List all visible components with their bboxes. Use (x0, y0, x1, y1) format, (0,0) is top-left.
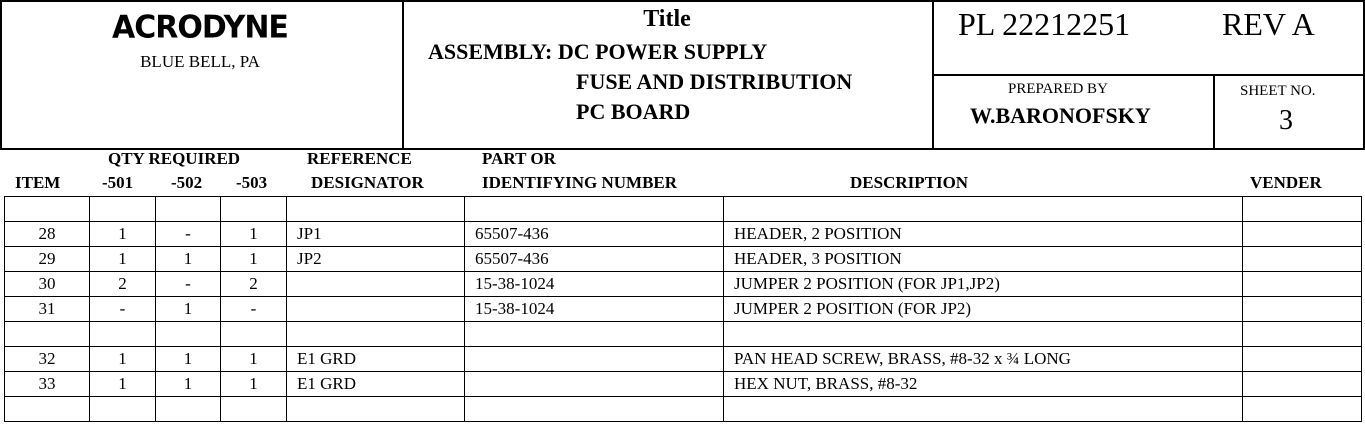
reference-designator-cell (287, 297, 465, 322)
description-cell (724, 322, 1243, 347)
part-number-cell (465, 397, 724, 422)
qty-503-cell: 2 (221, 272, 287, 297)
col-header-502: -502 (171, 173, 203, 192)
qty-503-cell: 1 (221, 247, 287, 272)
part-number-cell (465, 347, 724, 372)
vender-cell (1243, 197, 1362, 222)
table-row (5, 197, 1362, 222)
part-number-cell (465, 372, 724, 397)
qty-501-cell (90, 397, 156, 422)
qty-502-cell: 1 (156, 347, 221, 372)
table-row (5, 247, 1362, 272)
reference-designator-cell (287, 322, 465, 347)
qty-502-cell (156, 397, 221, 422)
qty-503-cell (221, 197, 287, 222)
reference-designator-cell (287, 397, 465, 422)
vender-cell (1243, 322, 1362, 347)
qty-502-cell: - (156, 222, 221, 247)
vender-cell (1243, 397, 1362, 422)
part-number-cell: 65507-436 (465, 247, 724, 272)
sheet-number-label: SHEET NO. (1240, 83, 1316, 99)
table-row (5, 222, 1362, 247)
col-header-503: -503 (236, 173, 268, 192)
qty-501-cell (90, 197, 156, 222)
reference-designator-cell: E1 GRD (287, 347, 465, 372)
parts-table-body (5, 197, 1362, 422)
qty-503-cell: 1 (221, 347, 287, 372)
prepared-by-label: PREPARED BY (1008, 81, 1108, 97)
col-header-part-or: PART OR (482, 149, 556, 168)
qty-503-cell: - (221, 297, 287, 322)
item-cell: 29 (5, 247, 90, 272)
part-number-cell: 15-38-1024 (465, 272, 724, 297)
part-number-cell (465, 322, 724, 347)
col-header-designator: DESIGNATOR (311, 173, 424, 192)
vender-cell (1243, 372, 1362, 397)
description-cell (724, 397, 1243, 422)
item-cell: 33 (5, 372, 90, 397)
col-header-item: ITEM (15, 173, 61, 192)
parts-table (4, 196, 1362, 422)
table-row (5, 397, 1362, 422)
col-header-qty-required: QTY REQUIRED (108, 149, 241, 168)
revision: REV A (1222, 6, 1315, 42)
qty-501-cell: 1 (90, 222, 156, 247)
vender-cell (1243, 272, 1362, 297)
qty-502-cell: 1 (156, 372, 221, 397)
qty-501-cell: 2 (90, 272, 156, 297)
vender-cell (1243, 347, 1362, 372)
table-row (5, 372, 1362, 397)
description-cell: HEX NUT, BRASS, #8-32 (724, 372, 1243, 397)
description-cell: HEADER, 3 POSITION (724, 247, 1243, 272)
qty-503-cell: 1 (221, 372, 287, 397)
reference-designator-cell: JP1 (287, 222, 465, 247)
qty-501-cell: 1 (90, 372, 156, 397)
table-row (5, 272, 1362, 297)
reference-designator-cell: E1 GRD (287, 372, 465, 397)
table-row (5, 322, 1362, 347)
reference-designator-cell (287, 197, 465, 222)
qty-502-cell (156, 322, 221, 347)
item-cell (5, 322, 90, 347)
col-header-reference: REFERENCE (307, 149, 412, 168)
table-row (5, 297, 1362, 322)
col-header-identifying-number: IDENTIFYING NUMBER (482, 173, 678, 192)
col-header-501: -501 (102, 173, 134, 192)
vender-cell (1243, 247, 1362, 272)
vender-cell (1243, 297, 1362, 322)
qty-501-cell: 1 (90, 347, 156, 372)
qty-502-cell (156, 197, 221, 222)
title-line-1: ASSEMBLY: DC POWER SUPPLY (428, 39, 768, 64)
part-number-cell: 65507-436 (465, 222, 724, 247)
description-cell: JUMPER 2 POSITION (FOR JP1,JP2) (724, 272, 1243, 297)
item-cell: 32 (5, 347, 90, 372)
item-cell: 28 (5, 222, 90, 247)
sheet-number: 3 (1279, 105, 1293, 136)
description-cell: JUMPER 2 POSITION (FOR JP2) (724, 297, 1243, 322)
qty-502-cell: - (156, 272, 221, 297)
qty-501-cell: 1 (90, 247, 156, 272)
col-header-vender: VENDER (1250, 173, 1322, 192)
prepared-by-name: W.BARONOFSKY (970, 103, 1151, 128)
qty-503-cell: 1 (221, 222, 287, 247)
item-cell: 31 (5, 297, 90, 322)
vender-cell (1243, 222, 1362, 247)
reference-designator-cell (287, 272, 465, 297)
part-number-cell (465, 197, 724, 222)
item-cell: 30 (5, 272, 90, 297)
qty-501-cell (90, 322, 156, 347)
description-cell (724, 197, 1243, 222)
company-location: BLUE BELL, PA (140, 52, 260, 71)
qty-502-cell: 1 (156, 297, 221, 322)
title-label: Title (643, 6, 691, 32)
qty-503-cell (221, 322, 287, 347)
parts-list-number: PL 22212251 (958, 6, 1131, 42)
qty-501-cell: - (90, 297, 156, 322)
col-header-description: DESCRIPTION (850, 173, 969, 192)
title-block (0, 0, 1365, 150)
reference-designator-cell: JP2 (287, 247, 465, 272)
title-line-2: FUSE AND DISTRIBUTION (576, 69, 853, 94)
item-cell (5, 397, 90, 422)
part-number-cell: 15-38-1024 (465, 297, 724, 322)
title-line-3: PC BOARD (576, 99, 691, 124)
description-cell: HEADER, 2 POSITION (724, 222, 1243, 247)
table-row (5, 347, 1362, 372)
company-logo: ACRODYNE (112, 9, 288, 46)
description-cell: PAN HEAD SCREW, BRASS, #8-32 x ¾ LONG (724, 347, 1243, 372)
item-cell (5, 197, 90, 222)
qty-502-cell: 1 (156, 247, 221, 272)
qty-503-cell (221, 397, 287, 422)
